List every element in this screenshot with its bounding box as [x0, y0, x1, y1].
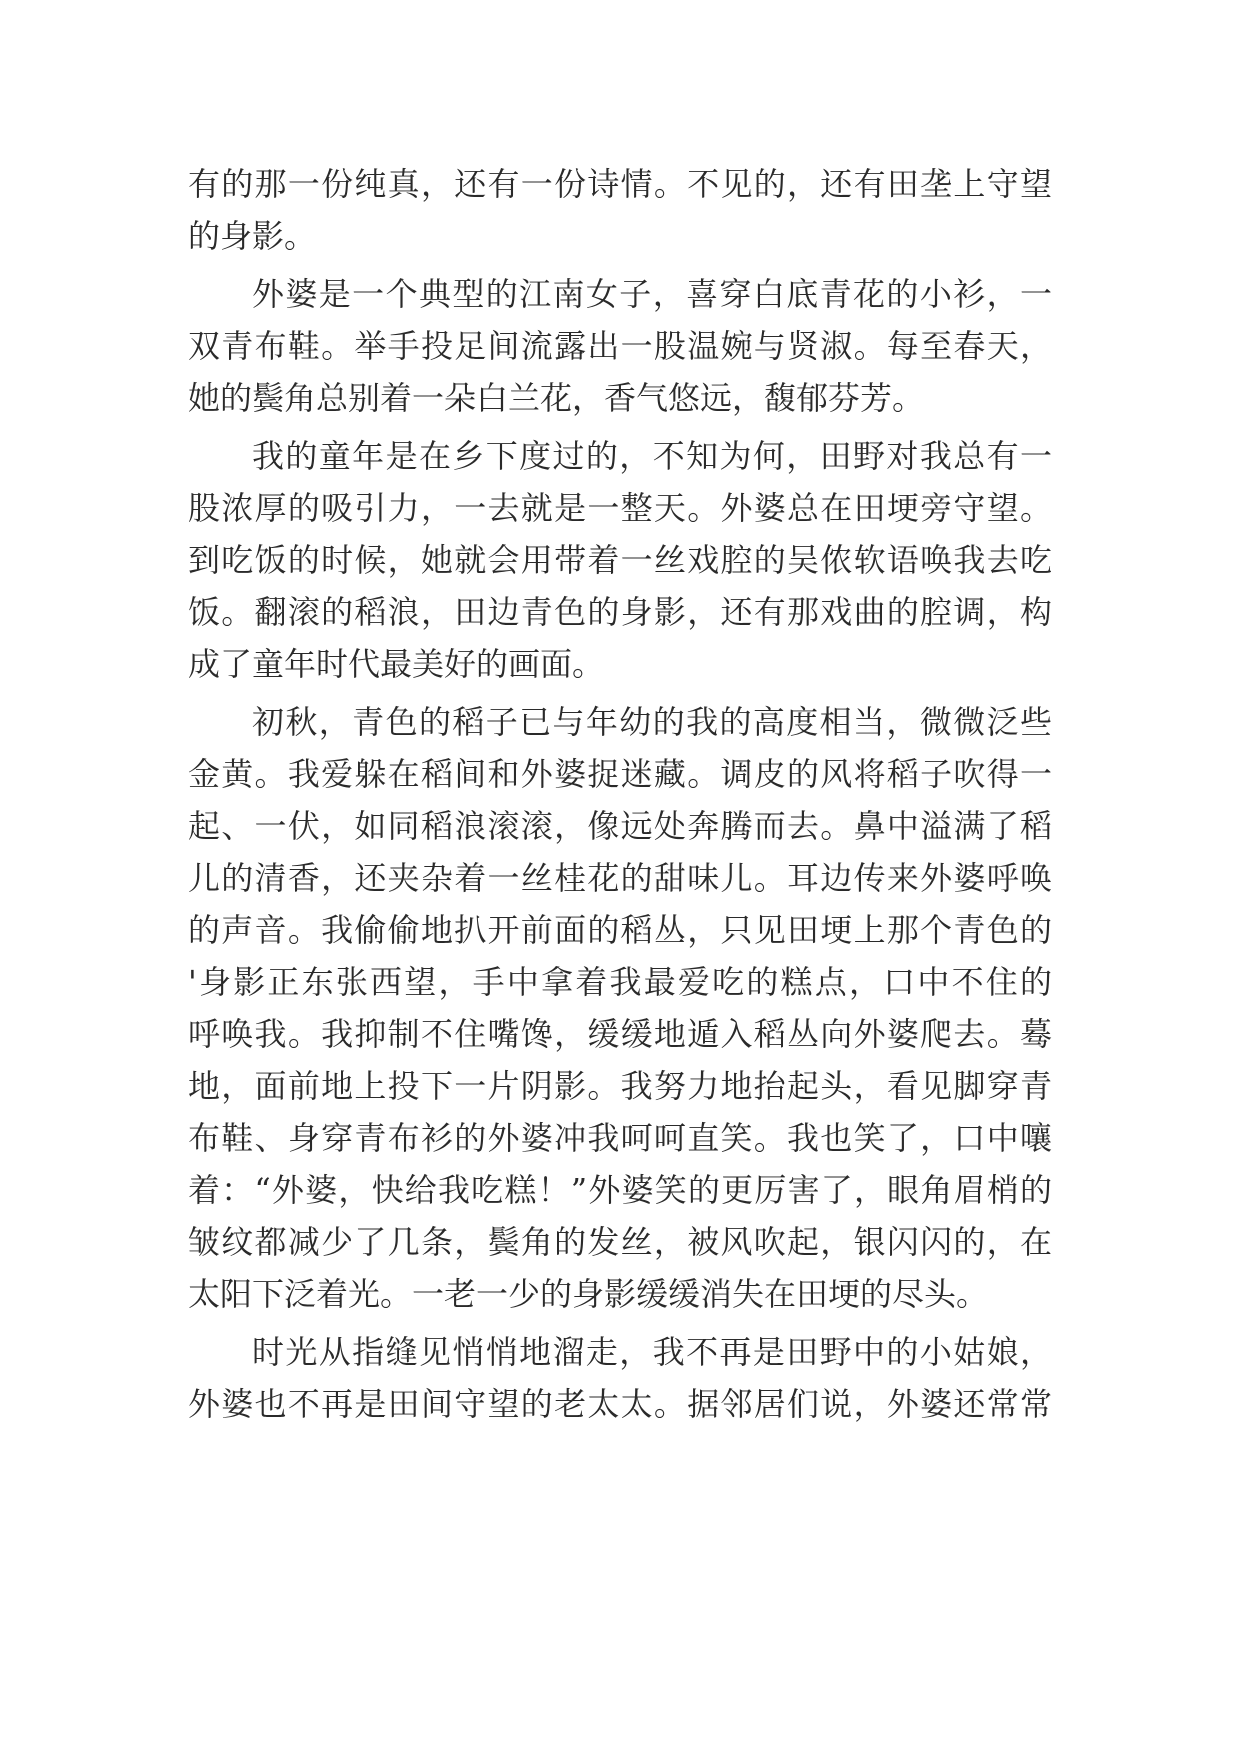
text-line: 皱纹都减少了几条，鬓角的发丝，被风吹起，银闪闪的，在 [188, 1223, 1052, 1261]
text-line: 有的那一份纯真，还有一份诗情。不见的，还有田垄上守望 [188, 165, 1052, 203]
text-line: 外婆也不再是田间守望的老太太。据邻居们说，外婆还常常 [188, 1385, 1052, 1423]
text-line: 时光从指缝见悄悄地溜走，我不再是田野中的小姑娘， [252, 1333, 1052, 1371]
text-line: 太阳下泛着光。一老一少的身影缓缓消失在田埂的尽头。 [188, 1275, 989, 1313]
text-line: 我的童年是在乡下度过的，不知为何，田野对我总有一 [252, 437, 1052, 475]
text-line: 起、一伏，如同稻浪滚滚，像远处奔腾而去。鼻中溢满了稻 [188, 807, 1052, 845]
text-line: 双青布鞋。举手投足间流露出一股温婉与贤淑。每至春天， [188, 327, 1052, 365]
body-text [188, 158, 1052, 1430]
text-line: 的身影。 [188, 217, 317, 255]
text-line: 着：“外婆，快给我吃糕！”外婆笑的更厉害了，眼角眉梢的 [188, 1171, 1052, 1209]
text-line: 的声音。我偷偷地扒开前面的稻丛，只见田埂上那个青色的 [188, 911, 1052, 949]
text-line: 初秋，青色的稻子已与年幼的我的高度相当，微微泛些 [252, 703, 1052, 741]
text-line: 到吃饭的时候，她就会用带着一丝戏腔的吴侬软语唤我去吃 [188, 541, 1052, 579]
text-line: 布鞋、身穿青布衫的外婆冲我呵呵直笑。我也笑了，口中嚷 [188, 1119, 1052, 1157]
text-line: 呼唤我。我抑制不住嘴馋，缓缓地遁入稻丛向外婆爬去。蓦 [188, 1015, 1052, 1053]
text-line: 成了童年时代最美好的画面。 [188, 645, 605, 683]
text-line: 金黄。我爱躲在稻间和外婆捉迷藏。调皮的风将稻子吹得一 [188, 755, 1052, 793]
text-line: '身影正东张西望，手中拿着我最爱吃的糕点，口中不住的 [188, 963, 1052, 1001]
text-line: 她的鬓角总别着一朵白兰花，香气悠远，馥郁芬芳。 [188, 379, 925, 417]
text-line: 股浓厚的吸引力，一去就是一整天。外婆总在田埂旁守望。 [188, 489, 1052, 527]
text-line: 地，面前地上投下一片阴影。我努力地抬起头，看见脚穿青 [188, 1067, 1052, 1105]
text-line: 儿的清香，还夹杂着一丝桂花的甜味儿。耳边传来外婆呼唤 [188, 859, 1052, 897]
text-line: 饭。翻滚的稻浪，田边青色的身影，还有那戏曲的腔调，构 [188, 593, 1052, 631]
text-line: 外婆是一个典型的江南女子，喜穿白底青花的小衫，一 [252, 275, 1052, 313]
